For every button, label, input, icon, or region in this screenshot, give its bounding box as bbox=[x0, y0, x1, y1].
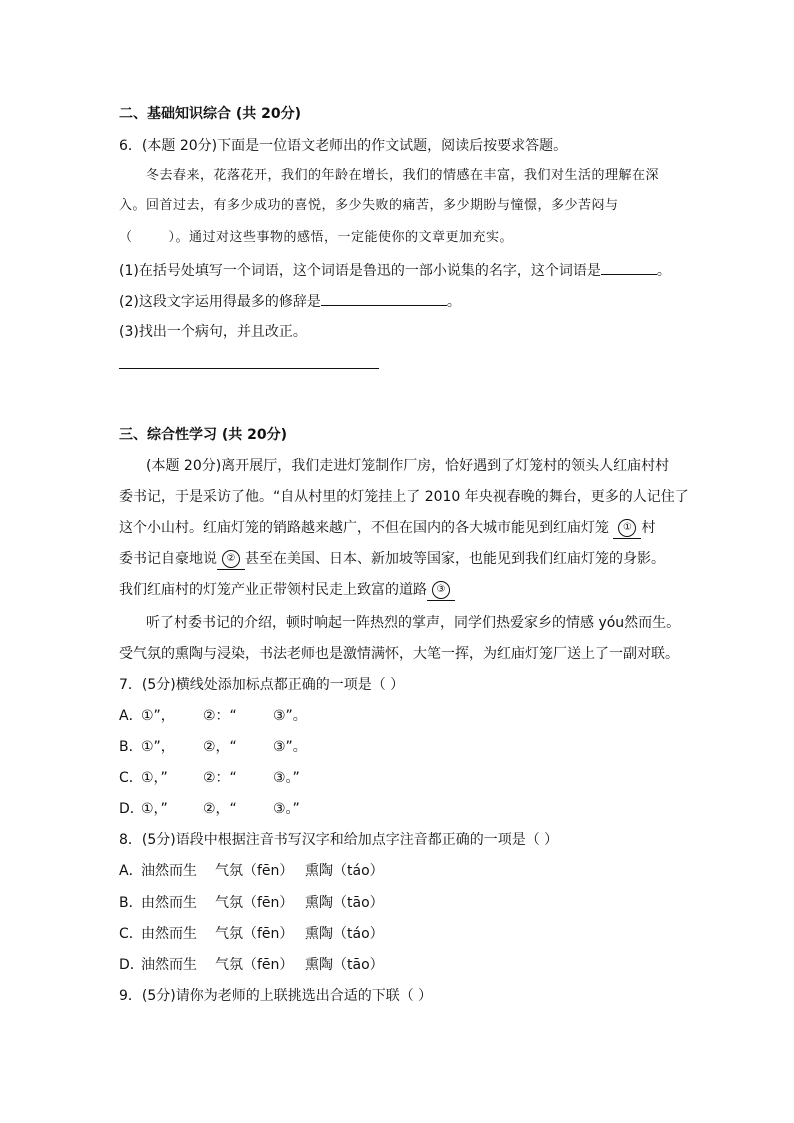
para1-line-4 bbox=[119, 549, 665, 570]
passage-line-1: 冬去春来，花落花开，我们的年龄在增长，我们的情感在丰富，我们对生活的理解在深 bbox=[146, 168, 660, 183]
option-part-b: ②，“ bbox=[203, 739, 237, 755]
sub-question-3: (3)找出一个病句，并且改正。 bbox=[119, 324, 307, 340]
option-part-c: 熏陶（táo） bbox=[305, 863, 384, 879]
para1-line-5-text: 我们红庙村的灯笼产业正带领村民走上致富的道路 bbox=[119, 582, 427, 598]
para1-line-5 bbox=[119, 580, 455, 601]
option-part-c: 熏陶（tāo） bbox=[305, 895, 384, 911]
section2-heading: 二、基础知识综合 (共 20分) bbox=[119, 106, 302, 122]
option-label: B． bbox=[119, 895, 143, 911]
option-part-b: 气氛（fēn） bbox=[215, 895, 294, 911]
option-part-b: 气氛（fēn） bbox=[215, 863, 294, 879]
option-part-c: 熏陶（tāo） bbox=[305, 957, 384, 973]
q7-option-d[interactable] bbox=[119, 799, 300, 819]
sub2-end: 。 bbox=[446, 294, 461, 310]
circled-3: ③ bbox=[432, 581, 450, 599]
option-part-b: ②，“ bbox=[203, 801, 237, 817]
option-part-c: ③。” bbox=[273, 801, 300, 817]
option-part-b: ②：“ bbox=[203, 770, 237, 786]
option-label: A． bbox=[119, 863, 143, 879]
option-label: B． bbox=[119, 739, 143, 755]
passage-line-3 bbox=[119, 228, 513, 248]
para1-line-1: (本题 20分)离开展厅，我们走进灯笼制作厂房，恰好遇到了灯笼村的领头人红庙村村 bbox=[146, 458, 670, 474]
sub-question-2 bbox=[119, 291, 461, 312]
option-part-a: ①”， bbox=[141, 739, 175, 755]
para1-line-3-text: 这个小山村。红庙灯笼的销路越来越广，不但在国内的各大城市能见到红庙灯笼 bbox=[119, 520, 609, 536]
sub-question-1 bbox=[119, 260, 671, 281]
option-label: D． bbox=[119, 801, 144, 817]
option-part-c: ③。” bbox=[273, 770, 300, 786]
sub2-answer-blank[interactable] bbox=[321, 291, 447, 306]
option-part-a: 由然而生 bbox=[141, 895, 197, 911]
sub2-text: (2)这段文字运用得最多的修辞是 bbox=[119, 294, 321, 310]
option-part-a: ①，” bbox=[141, 770, 168, 786]
q7-stem: 7．(5分)横线处添加标点都正确的一项是（ ） bbox=[119, 677, 405, 693]
blank-3[interactable] bbox=[427, 580, 455, 601]
option-part-a: 油然而生 bbox=[141, 863, 197, 879]
option-part-a: ①”， bbox=[141, 708, 175, 724]
option-label: C． bbox=[119, 770, 143, 786]
circled-2: ② bbox=[222, 550, 240, 568]
bracket-open: （ bbox=[119, 230, 133, 245]
option-label: C． bbox=[119, 926, 143, 942]
option-label: A． bbox=[119, 708, 143, 724]
passage-line-3-rest: ）。通过对这些事物的感悟，一定能使你的文章更加充实。 bbox=[168, 230, 514, 245]
q9-stem: 9．(5分)请你为老师的上联挑选出合适的下联（ ） bbox=[119, 988, 433, 1004]
sub3-answer-line[interactable] bbox=[119, 368, 379, 369]
option-part-b: ②：“ bbox=[203, 708, 237, 724]
option-part-a: 由然而生 bbox=[141, 926, 197, 942]
blank-2[interactable] bbox=[217, 549, 245, 570]
option-part-b: 气氛（fēn） bbox=[215, 926, 294, 942]
para1-line-3-tail: 村 bbox=[641, 520, 656, 536]
option-part-c: ③”。 bbox=[273, 739, 307, 755]
q8-stem: 8．(5分)语段中根据注音书写汉字和给加点字注音都正确的一项是（ ） bbox=[119, 832, 559, 848]
option-label: D． bbox=[119, 957, 144, 973]
blank-1[interactable] bbox=[613, 518, 641, 539]
sub1-end: 。 bbox=[656, 263, 671, 279]
para2-line-2: 受气氛的熏陶与浸染，书法老师也是激情满怀，大笔一挥，为红庙灯笼厂送上了一副对联。 bbox=[119, 646, 679, 662]
para2-line-1: 听了村委书记的介绍，顿时响起一阵热烈的掌声，同学们热爱家乡的情感 yóu然而生。 bbox=[146, 615, 681, 631]
option-part-a: ①，” bbox=[141, 801, 168, 817]
para1-line-4-a: 委书记自豪地说 bbox=[119, 551, 217, 567]
option-part-c: ③”。 bbox=[273, 708, 307, 724]
passage-line-2: 入。回首过去，有多少成功的喜悦，多少失败的痛苦，多少期盼与憧憬，多少苦闷与 bbox=[119, 198, 619, 213]
sub1-text: (1)在括号处填写一个词语，这个词语是鲁迅的一部小说集的名字，这个词语是 bbox=[119, 263, 601, 279]
option-part-b: 气氛（fēn） bbox=[215, 957, 294, 973]
q7-option-b[interactable] bbox=[119, 737, 307, 757]
para1-line-3 bbox=[119, 518, 655, 539]
q7-option-a[interactable] bbox=[119, 706, 307, 726]
sub1-answer-blank[interactable] bbox=[601, 260, 657, 275]
para1-line-4-b: 甚至在美国、日本、新加坡等国家，也能见到我们红庙灯笼的身影。 bbox=[245, 551, 665, 567]
option-part-c: 熏陶（táo） bbox=[305, 926, 384, 942]
section3-heading: 三、综合性学习 (共 20分) bbox=[119, 427, 288, 443]
q8-option-b[interactable] bbox=[119, 893, 384, 913]
q8-option-c[interactable] bbox=[119, 924, 384, 944]
q7-option-c[interactable] bbox=[119, 768, 300, 788]
q8-option-a[interactable] bbox=[119, 861, 384, 881]
option-part-a: 油然而生 bbox=[141, 957, 197, 973]
para1-line-2: 委书记，于是采访了他。“自从村里的灯笼挂上了 2010 年央视春晚的舞台，更多的人记住了 bbox=[119, 489, 689, 505]
q6-intro: 6．(本题 20分)下面是一位语文老师出的作文试题，阅读后按要求答题。 bbox=[119, 138, 568, 154]
circled-1: ① bbox=[618, 519, 636, 537]
q8-option-d[interactable] bbox=[119, 955, 384, 975]
